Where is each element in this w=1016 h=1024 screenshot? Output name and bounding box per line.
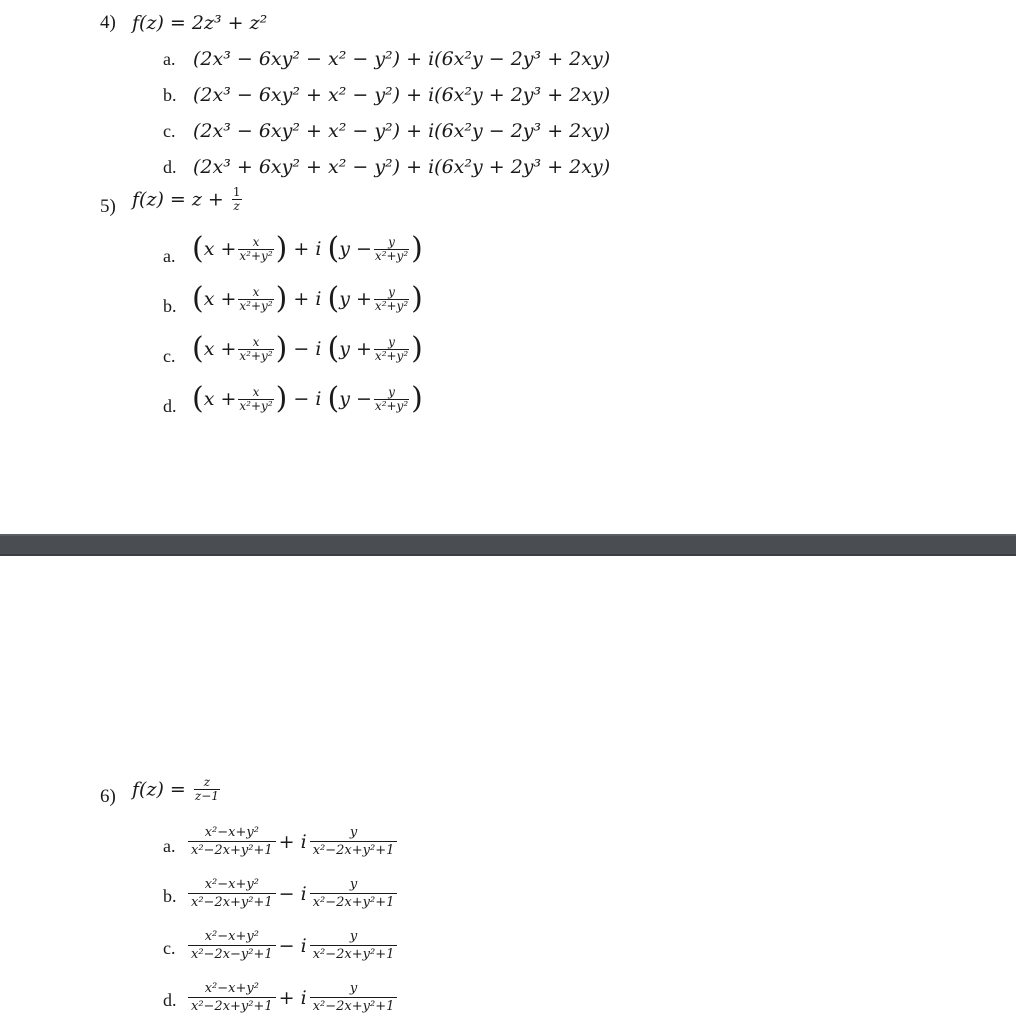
- denominator: x²−2x+y²+1: [191, 843, 273, 858]
- numerator: x²−x+y²: [188, 980, 276, 998]
- numerator: y: [374, 336, 409, 350]
- option-d-text: (2x³ + 6xy² + x² − y²) + i(6x²y + 2y³ + 2xy): [193, 156, 611, 178]
- denominator: x²−2x+y²+1: [191, 999, 273, 1014]
- option-letter: a.: [163, 836, 176, 856]
- numerator: 1: [232, 185, 241, 199]
- imag-fraction: [310, 876, 398, 911]
- option-letter: d.: [163, 157, 177, 177]
- option-letter: b.: [163, 85, 177, 105]
- imag-fraction: [310, 824, 398, 859]
- real-fraction: [188, 980, 276, 1015]
- option-c-expression: (x + $\frac{x}{\text{x²+y²}}$ ) − i (y + $\frac{y}{\text{x²+y²}}$ ): [192, 331, 423, 366]
- option-letter: d.: [163, 396, 177, 416]
- option-a-text: (2x³ − 6xy² − x² − y²) + i(6x²y − 2y³ + 2xy): [193, 48, 611, 70]
- fraction: [238, 386, 273, 413]
- denominator: x²−2x+y²+1: [312, 999, 395, 1014]
- function-lhs: f(z) = z +: [132, 188, 224, 211]
- real-fraction: [188, 824, 276, 859]
- numerator: x²−x+y²: [188, 876, 276, 894]
- real-fraction: [188, 876, 276, 911]
- option-b-expression: [188, 876, 397, 911]
- first-term: x +: [203, 338, 237, 360]
- denominator: x²+y²: [239, 298, 273, 313]
- numerator: x²−x+y²: [188, 928, 276, 946]
- first-term: x +: [203, 238, 237, 260]
- imag-sign: − i: [278, 934, 307, 957]
- denominator: x²−2x+y²+1: [312, 947, 395, 962]
- denominator: z−1: [194, 789, 219, 803]
- denominator: x²+y²: [374, 398, 409, 413]
- fraction: [374, 336, 409, 363]
- denominator: x²−2x−y²+1: [191, 947, 273, 962]
- imag-sign: − i: [293, 388, 322, 410]
- option-letter: a.: [163, 49, 176, 69]
- numerator: y: [374, 236, 409, 250]
- option-d-expression: [188, 980, 397, 1015]
- fraction: [232, 186, 242, 213]
- question-function: [132, 186, 244, 213]
- question-number: 5): [100, 196, 116, 217]
- numerator: y: [310, 980, 398, 998]
- imag-sign: + i: [278, 830, 307, 853]
- numerator: y: [310, 876, 398, 894]
- real-fraction: [188, 928, 276, 963]
- question-function: f(z) = 2z³ + z²: [132, 12, 268, 34]
- numerator: y: [374, 386, 409, 400]
- numerator: z: [194, 776, 220, 790]
- fraction: [374, 236, 409, 263]
- imag-sign: − i: [278, 882, 307, 905]
- denominator: x²+y²: [239, 348, 273, 363]
- imag-fraction: [310, 980, 398, 1015]
- option-b-expression: (x + $\frac{x}{\text{x²+y²}}$ ) + i (y + $\frac{y}{\text{x²+y²}}$ ): [192, 281, 423, 316]
- denominator: x²+y²: [374, 348, 409, 363]
- second-term: y −: [339, 388, 372, 410]
- second-term: y +: [339, 288, 372, 310]
- denominator: x²−2x+y²+1: [191, 895, 273, 910]
- option-letter: b.: [163, 886, 177, 906]
- imag-fraction: [310, 928, 398, 963]
- option-a-expression: [188, 824, 397, 859]
- second-term: y −: [339, 238, 372, 260]
- imag-sign: + i: [293, 288, 322, 310]
- page-divider: [0, 534, 1016, 556]
- option-letter: a.: [163, 246, 176, 266]
- denominator: x²+y²: [374, 298, 409, 313]
- first-term: x +: [203, 388, 237, 410]
- option-c-text: (2x³ − 6xy² + x² − y²) + i(6x²y − 2y³ + 2xy): [193, 120, 611, 142]
- denominator: x²−2x+y²+1: [312, 895, 395, 910]
- fraction: [238, 286, 273, 313]
- option-b-text: (2x³ − 6xy² + x² − y²) + i(6x²y + 2y³ + 2xy): [193, 84, 611, 106]
- option-letter: d.: [163, 990, 177, 1010]
- option-letter: c.: [163, 938, 176, 958]
- fraction: [194, 776, 220, 803]
- fraction: [374, 286, 409, 313]
- numerator: x: [238, 286, 273, 300]
- option-d-expression: (x + $\frac{x}{\text{x²+y²}}$ ) − i (y − $\frac{y}{\text{x²+y²}}$ ): [192, 381, 423, 416]
- denominator: z: [233, 199, 240, 213]
- option-letter: c.: [163, 346, 176, 366]
- numerator: y: [310, 928, 398, 946]
- option-a-expression: (x + $\frac{x}{\text{x²+y²}}$ ) + i (y − $\frac{y}{\text{x²+y²}}$ ): [192, 231, 423, 266]
- imag-sign: + i: [278, 986, 307, 1009]
- numerator: x²−x+y²: [188, 824, 276, 842]
- fraction: [238, 336, 273, 363]
- denominator: x²−2x+y²+1: [312, 843, 395, 858]
- first-term: x +: [203, 288, 237, 310]
- option-c-expression: [188, 928, 397, 963]
- imag-sign: − i: [293, 338, 322, 360]
- numerator: x: [238, 236, 273, 250]
- numerator: x: [238, 386, 273, 400]
- numerator: y: [374, 286, 409, 300]
- question-number: 6): [100, 786, 116, 807]
- function-lhs: f(z) =: [132, 778, 186, 801]
- denominator: x²+y²: [239, 248, 273, 263]
- option-letter: c.: [163, 121, 176, 141]
- imag-sign: + i: [293, 238, 322, 260]
- second-term: y +: [339, 338, 372, 360]
- question-number: 4): [100, 12, 116, 33]
- option-letter: b.: [163, 296, 177, 316]
- numerator: x: [238, 336, 273, 350]
- fraction: [374, 386, 409, 413]
- denominator: x²+y²: [374, 248, 409, 263]
- numerator: y: [310, 824, 398, 842]
- denominator: x²+y²: [239, 398, 273, 413]
- fraction: [238, 236, 273, 263]
- question-function: [132, 776, 222, 803]
